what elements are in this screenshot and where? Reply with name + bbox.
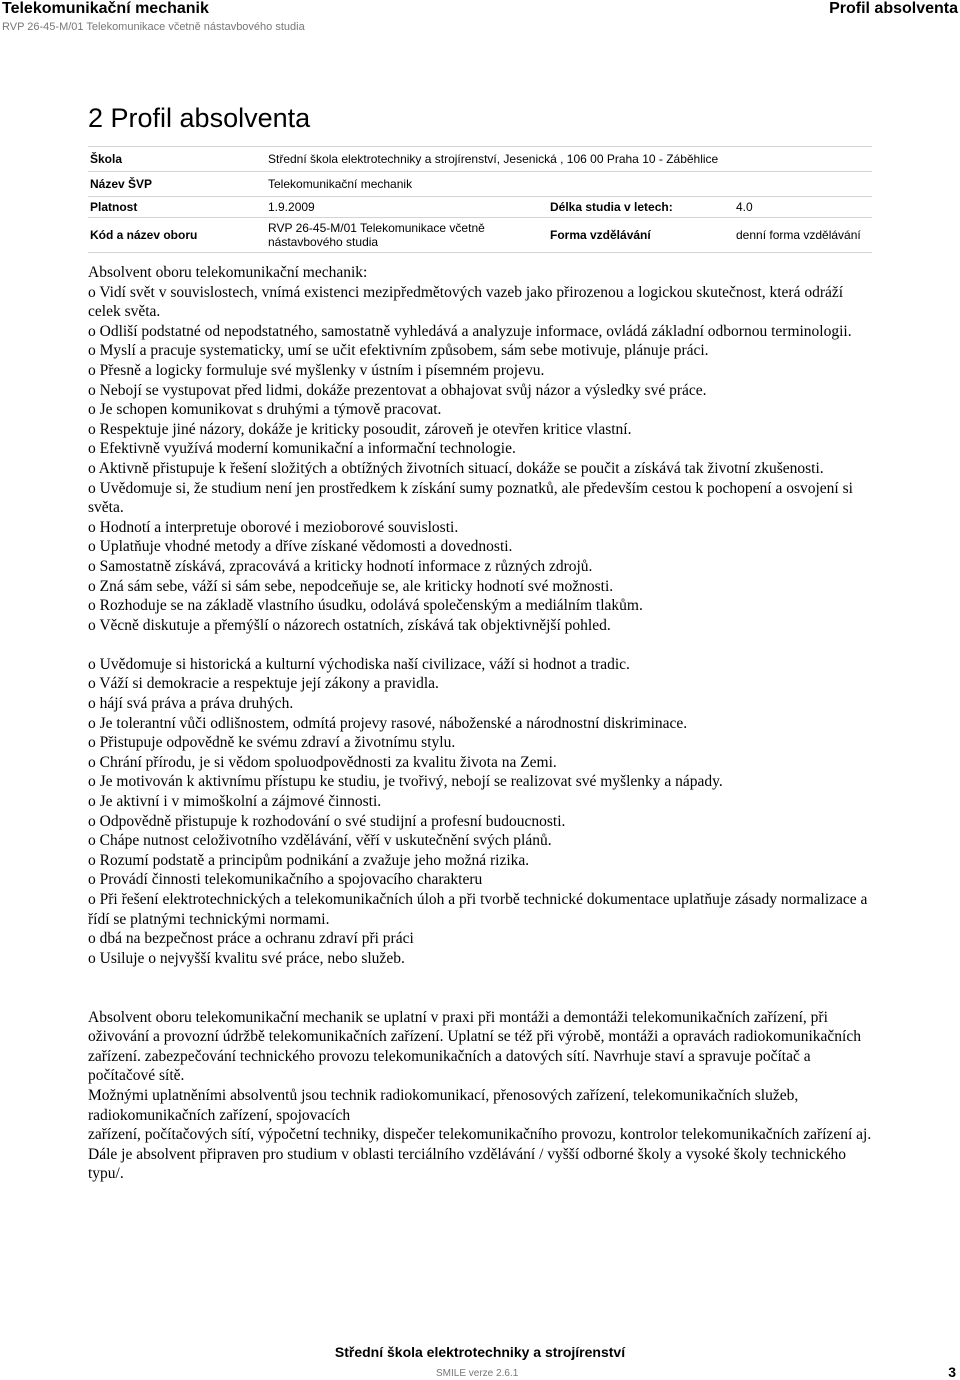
paragraph: Možnými uplatněními absolventů jsou technik radiokomunikací, přenosových zařízení, telekomunikačních služeb, radiokomunikačních zařízení, spojovacích — [88, 1086, 799, 1124]
paragraph: o Rozhoduje se na základě vlastního úsudku, odolává společenským a mediálním tlakům. — [88, 597, 643, 615]
header-subtitle: RVP 26-45-M/01 Telekomunikace včetně nástavbového studia — [2, 21, 305, 33]
table-row — [88, 218, 872, 253]
paragraph: o Je aktivní i v mimoškolní a zájmové činnosti. — [88, 793, 382, 811]
paragraph: o Přistupuje odpovědně ke svému zdraví a životnímu stylu. — [88, 734, 456, 752]
paragraph: o Vidí svět v souvislostech, vnímá existenci mezipředmětových vazeb jako přirozenou a logickou skutečnost, která odráží celek světa. — [88, 283, 844, 321]
paragraph: o hájí svá práva a práva druhých. — [88, 695, 294, 713]
value-kod-oboru: RVP 26-45-M/01 Telekomunikace včetně nástavbového studia — [266, 218, 548, 253]
value-skola: Střední škola elektrotechniky a strojírenství, Jesenická , 106 00 Praha 10 - Záběhlice — [266, 147, 872, 172]
value-nazev-svp: Telekomunikační mechanik — [266, 172, 872, 197]
label-delka-studia: Délka studia v letech: — [548, 197, 734, 218]
table-row — [88, 172, 872, 197]
page-number: 3 — [948, 1364, 956, 1380]
paragraph: o Váží si demokracie a respektuje její zákony a pravidla. — [88, 675, 439, 693]
paragraph: o Chrání přírodu, je si vědom spoluodpovědnosti za kvalitu života na Zemi. — [88, 753, 557, 771]
label-skola: Škola — [88, 147, 266, 172]
paragraph: o Uvědomuje si historická a kulturní východiska naší civilizace, váží si hodnot a tradic. — [88, 655, 630, 673]
section-title: 2 Profil absolventa — [88, 103, 311, 133]
paragraph: o Respektuje jiné názory, dokáže je kriticky posoudit, zároveň je otevřen kritice vlastní. — [88, 420, 632, 438]
value-platnost: 1.9.2009 — [266, 197, 548, 218]
paragraph: o Chápe nutnost celoživotního vzdělávání, věří v uskutečnění svých plánů. — [88, 832, 552, 850]
paragraph: o Je motivován k aktivnímu přístupu ke studiu, je tvořivý, nebojí se realizovat své myšlenky a nápady. — [88, 773, 723, 791]
paragraph: o Provádí činnosti telekomunikačního a spojovacího charakteru — [88, 871, 483, 889]
paragraph: zařízení, počítačových sítí, výpočetní techniky, dispečer telekomunikačního provozu, kontrolor telekomunikačních zařízení aj. — [88, 1126, 872, 1144]
paragraph: o Efektivně využívá moderní komunikační a informační technologie. — [88, 440, 516, 458]
paragraph: o Samostatně získává, zpracovává a kriticky hodnotí informace z různých zdrojů. — [88, 557, 593, 575]
info-table — [88, 146, 872, 253]
paragraph: o Uplatňuje vhodné metody a dříve získané vědomosti a dovednosti. — [88, 538, 513, 556]
paragraph: o Uvědomuje si, že studium není jen prostředkem k získání sumy poznatků, ale především cestou k pochopení a osvojení si světa. — [88, 479, 853, 517]
header-title: Telekomunikační mechanik — [2, 0, 209, 17]
paragraph: o Usiluje o nejvyšší kvalitu své práce, nebo služeb. — [88, 949, 405, 967]
paragraph: Dále je absolvent připraven pro studium v oblasti terciálního vzdělávání / vyšší odborné školy a vysoké školy technického typu/. — [88, 1145, 847, 1183]
paragraph: o Myslí a pracuje systematicky, umí se učit efektivním způsobem, sám sebe motivuje, plánuje práci. — [88, 342, 709, 360]
value-delka-studia: 4.0 — [734, 197, 872, 218]
paragraph: o Je tolerantní vůči odlišnostem, odmítá projevy rasové, náboženské a národnostní diskriminace. — [88, 714, 688, 732]
label-forma-vzdelavani: Forma vzdělávání — [548, 218, 734, 253]
page-header — [2, 0, 305, 34]
paragraph: o Rozumí podstatě a principům podnikání a zvažuje jeho možná rizika. — [88, 851, 530, 869]
table-row — [88, 197, 872, 218]
label-kod-oboru: Kód a název oboru — [88, 218, 266, 253]
paragraph: o Je schopen komunikovat s druhými a týmově pracovat. — [88, 401, 442, 419]
paragraph: o dbá na bezpečnost práce a ochranu zdraví při práci — [88, 930, 414, 948]
paragraph: Absolvent oboru telekomunikační mechanik: — [88, 264, 368, 281]
paragraph: o Hodnotí a interpretuje oborové i mezioborové souvislosti. — [88, 518, 459, 536]
paragraph: o Nebojí se vystupovat před lidmi, dokáže prezentovat a obhajovat svůj názor a výsledky své práce. — [88, 381, 707, 399]
paragraph: o Odliší podstatné od nepodstatného, samostatně vyhledává a analyzuje informace, ovládá základní odbornou terminologii. — [88, 322, 852, 340]
table-row — [88, 147, 872, 172]
header-section-name: Profil absolventa — [829, 0, 958, 17]
footer-school-name: Střední škola elektrotechniky a strojírenství — [334, 1344, 626, 1360]
paragraph: o Aktivně přistupuje k řešení složitých a obtížných životních situací, dokáže se poučit a získává tak životní zkušenosti. — [88, 459, 824, 477]
paragraph: o Věcně diskutuje a přemýšlí o názorech ostatních, získává tak objektivnější pohled. — [88, 616, 611, 634]
paragraph: o Přesně a logicky formuluje své myšlenky v ústním i písemném projevu. — [88, 361, 545, 379]
label-nazev-svp: Název ŠVP — [88, 172, 266, 197]
label-platnost: Platnost — [88, 197, 266, 218]
footer-version: SMILE verze 2.6.1 — [436, 1368, 519, 1379]
paragraph: Absolvent oboru telekomunikační mechanik se uplatní v praxi při montáži a demontáži telekomunikačních zařízení, při oživování a provozní údržbě telekomunikačních zařízení. Uplatní se též při výrobě, montáži a opravách radiokomunikačních zařízení. zabezpečování technického provozu telekomunikačních a datových sítí. Navrhuje staví a spravuje počítač a počítačové sítě. — [88, 1008, 861, 1085]
paragraph: o Zná sám sebe, váží si sám sebe, nepodceňuje se, ale kriticky hodnotí své možnosti. — [88, 577, 614, 595]
value-forma-vzdelavani: denní forma vzdělávání — [734, 218, 872, 253]
paragraph: o Při řešení elektrotechnických a telekomunikačních úloh a při tvorbě technické dokumentace uplatňuje zásady normalizace a řídí se platnými technickými normami. — [88, 891, 868, 928]
paragraph: o Odpovědně přistupuje k rozhodování o své studijní a profesní budoucnosti. — [88, 812, 566, 830]
profile-text — [88, 263, 878, 1184]
